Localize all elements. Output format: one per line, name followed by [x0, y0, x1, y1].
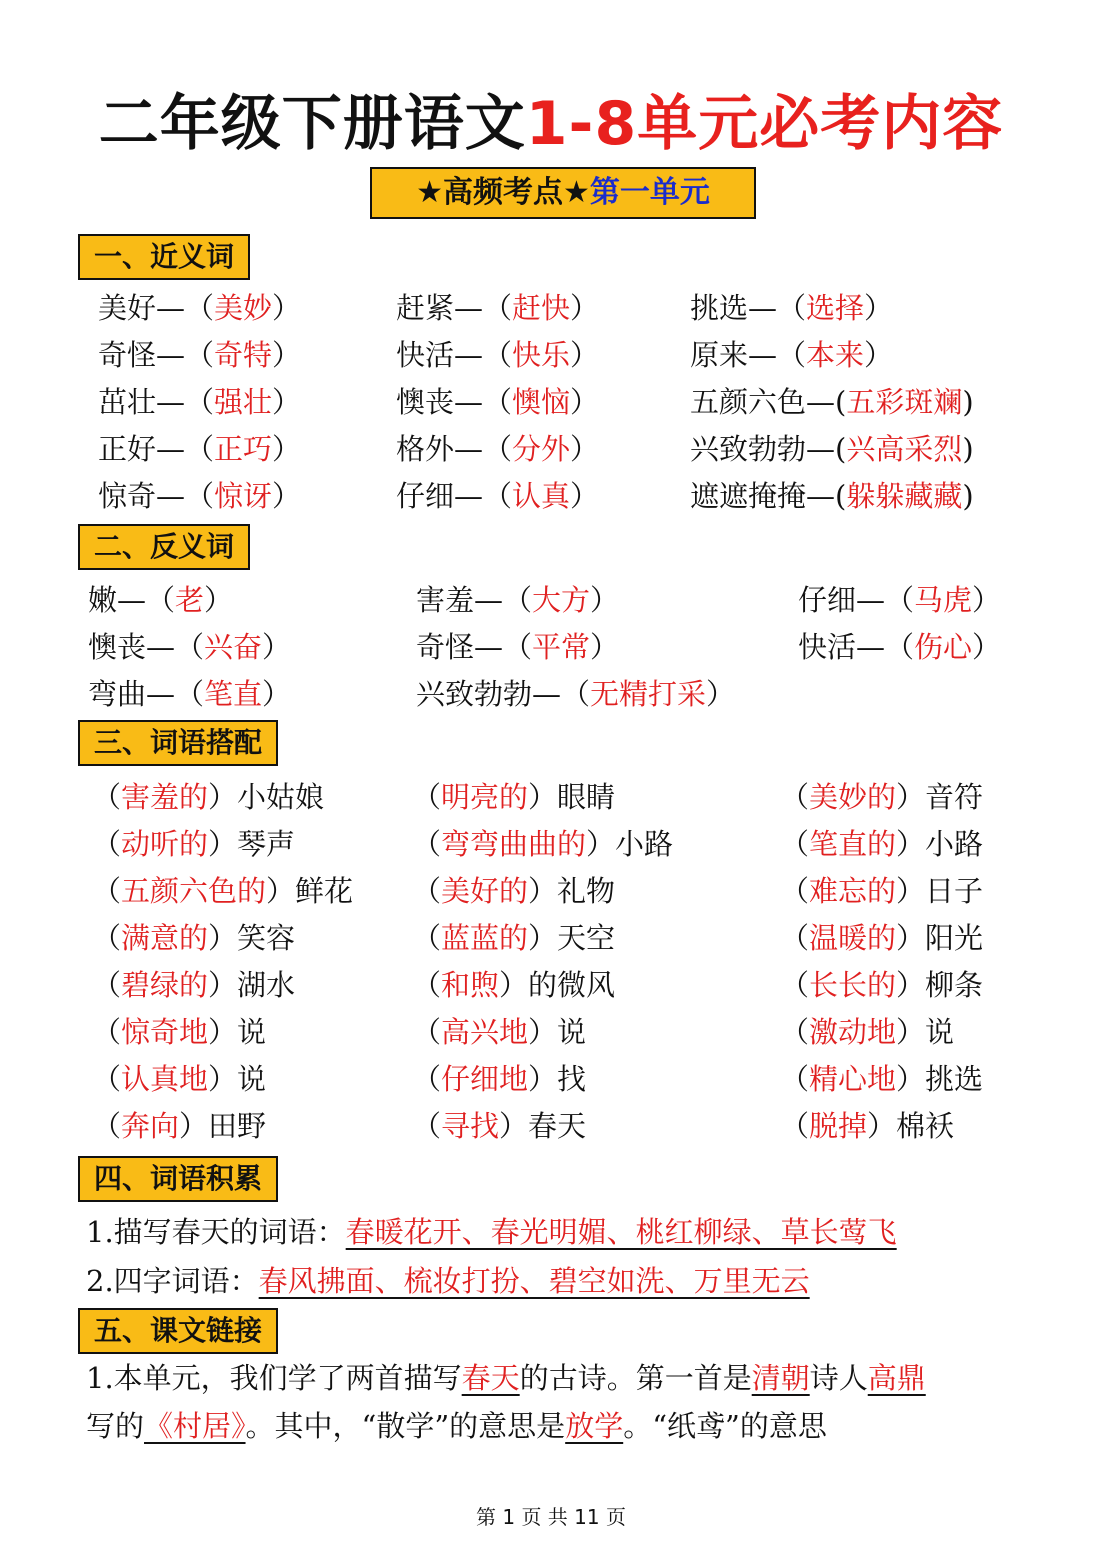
- synonym-item: 惊奇—（惊讶）: [98, 479, 302, 513]
- synonym-word: 原来: [690, 338, 749, 372]
- antonym-item: 嫩—（老）: [88, 583, 234, 617]
- synonym-item: 快活—（快乐）: [396, 338, 600, 372]
- antonym-answer: 平常: [532, 630, 591, 664]
- synonym-answer: 懊恼: [512, 385, 571, 419]
- antonym-item: 仔细—（马虎）: [798, 583, 1002, 617]
- synonym-item: 挑选—（选择）: [690, 291, 894, 325]
- collocation-item: （精心地）挑选: [780, 1062, 984, 1096]
- accumulation-answer-1: 春暖花开、春光明媚、桃红柳绿、草长莺飞: [345, 1215, 897, 1249]
- collocation-item: （温暖的）阳光: [780, 921, 984, 955]
- synonym-item: 仔细—（认真）: [396, 479, 600, 513]
- antonym-item: 害羞—（大方）: [416, 583, 620, 617]
- text-link-part: 诗人: [809, 1361, 868, 1395]
- collocation-item: （激动地）说: [780, 1015, 955, 1049]
- antonym-answer: 伤心: [914, 630, 973, 664]
- synonym-answer: 兴高采烈: [846, 432, 963, 466]
- collocation-word: 小姑娘: [237, 780, 325, 814]
- synonym-answer: 美妙: [214, 291, 273, 325]
- collocation-answer: 碧绿的: [121, 968, 209, 1002]
- collocation-item: （动听的）琴声: [92, 827, 296, 861]
- synonym-answer: 选择: [806, 291, 865, 325]
- text-link-line-1: [86, 1358, 926, 1398]
- collocation-item: （明亮的）眼睛: [412, 780, 616, 814]
- antonym-word: 懊丧: [88, 630, 147, 664]
- antonym-word: 奇怪: [416, 630, 475, 664]
- collocation-answer: 长长的: [809, 968, 897, 1002]
- synonym-word: 美好: [98, 291, 157, 325]
- collocation-answer: 满意的: [121, 921, 209, 955]
- synonym-item: 奇怪—（奇特）: [98, 338, 302, 372]
- text-link-part: 1.本单元，我们学了两首描写: [86, 1361, 462, 1395]
- antonym-word: 兴致勃勃: [416, 677, 533, 711]
- collocation-answer: 奔向: [121, 1109, 180, 1143]
- collocation-answer: 精心地: [809, 1062, 897, 1096]
- collocation-item: （寻找）春天: [412, 1109, 587, 1143]
- collocation-item: （美妙的）音符: [780, 780, 984, 814]
- synonym-item: 格外—（分外）: [396, 432, 600, 466]
- accumulation-line-2: [86, 1261, 810, 1301]
- collocation-answer: 激动地: [809, 1015, 897, 1049]
- collocation-answer: 温暖的: [809, 921, 897, 955]
- antonym-word: 仔细: [798, 583, 857, 617]
- antonym-answer: 大方: [532, 583, 591, 617]
- synonym-item: 遮遮掩掩—(躲躲藏藏): [690, 479, 974, 513]
- high-frequency-badge: [370, 167, 756, 219]
- collocation-answer: 仔细地: [441, 1062, 529, 1096]
- collocation-word: 眼睛: [557, 780, 616, 814]
- collocation-item: （笔直的）小路: [780, 827, 984, 861]
- collocation-item: （满意的）笑容: [92, 921, 296, 955]
- collocation-item: （脱掉）棉袄: [780, 1109, 955, 1143]
- accumulation-answer-2: 春风拂面、梳妆打扮、碧空如洗、万里无云: [258, 1264, 810, 1298]
- antonym-word: 害羞: [416, 583, 475, 617]
- synonym-word: 正好: [98, 432, 157, 466]
- text-link-answer: 《村居》: [144, 1409, 246, 1443]
- badge-unit: 第一单元: [589, 175, 710, 210]
- collocation-word: 说: [237, 1015, 267, 1049]
- synonym-word: 遮遮掩掩: [690, 479, 807, 513]
- collocation-word: 笑容: [237, 921, 296, 955]
- collocation-word: 鲜花: [295, 874, 354, 908]
- synonym-word: 快活: [396, 338, 455, 372]
- collocation-answer: 美妙的: [809, 780, 897, 814]
- synonym-word: 惊奇: [98, 479, 157, 513]
- synonym-item: 正好—（正巧）: [98, 432, 302, 466]
- synonym-answer: 奇特: [214, 338, 273, 372]
- collocation-word: 田野: [208, 1109, 267, 1143]
- badge-text: ★高频考点★: [416, 175, 590, 210]
- synonym-answer: 本来: [806, 338, 865, 372]
- accumulation-label-2: 2.四字词语：: [86, 1264, 259, 1298]
- synonym-item: 原来—（本来）: [690, 338, 894, 372]
- collocation-answer: 高兴地: [441, 1015, 529, 1049]
- synonym-answer: 惊讶: [214, 479, 273, 513]
- collocation-answer: 蓝蓝的: [441, 921, 529, 955]
- section-header-collocations: 三、词语搭配: [78, 720, 278, 766]
- synonym-answer: 赶快: [512, 291, 571, 325]
- collocation-item: （蓝蓝的）天空: [412, 921, 616, 955]
- antonym-answer: 无精打采: [590, 677, 707, 711]
- collocation-answer: 难忘的: [809, 874, 897, 908]
- synonym-answer: 强壮: [214, 385, 273, 419]
- collocation-item: （难忘的）日子: [780, 874, 984, 908]
- collocation-answer: 五颜六色的: [121, 874, 267, 908]
- page-title: [0, 84, 1102, 164]
- synonym-answer: 正巧: [214, 432, 273, 466]
- collocation-answer: 动听的: [121, 827, 209, 861]
- synonym-word: 格外: [396, 432, 455, 466]
- title-part1: 二年级下册语文: [98, 89, 526, 159]
- synonym-word: 挑选: [690, 291, 749, 325]
- collocation-word: 小路: [615, 827, 674, 861]
- collocation-item: （和煦）的微风: [412, 968, 616, 1002]
- page-footer: 第 1 页 共 11 页: [476, 1505, 626, 1529]
- collocation-answer: 害羞的: [121, 780, 209, 814]
- antonym-item: 快活—（伤心）: [798, 630, 1002, 664]
- collocation-word: 春天: [528, 1109, 587, 1143]
- collocation-item: （美好的）礼物: [412, 874, 616, 908]
- collocation-word: 天空: [557, 921, 616, 955]
- text-link-line-2: [86, 1406, 827, 1446]
- collocation-word: 湖水: [237, 968, 296, 1002]
- antonym-answer: 笔直: [204, 677, 263, 711]
- text-link-part: 的古诗。第一首是: [519, 1361, 752, 1395]
- synonym-word: 赶紧: [396, 291, 455, 325]
- collocation-answer: 认真地: [121, 1062, 209, 1096]
- antonym-answer: 马虎: [914, 583, 973, 617]
- section-header-synonyms: 一、近义词: [78, 234, 250, 280]
- collocation-answer: 和煦: [441, 968, 500, 1002]
- synonym-answer: 快乐: [512, 338, 571, 372]
- collocation-item: （五颜六色的）鲜花: [92, 874, 354, 908]
- text-link-part: 写的: [86, 1409, 145, 1443]
- collocation-item: （高兴地）说: [412, 1015, 587, 1049]
- text-link-answer: 高鼎: [867, 1361, 926, 1395]
- antonym-item: 懊丧—（兴奋）: [88, 630, 292, 664]
- collocation-word: 挑选: [925, 1062, 984, 1096]
- collocation-item: （惊奇地）说: [92, 1015, 267, 1049]
- collocation-answer: 笔直的: [809, 827, 897, 861]
- section-header-accumulation: 四、词语积累: [78, 1156, 278, 1202]
- antonym-word: 快活: [798, 630, 857, 664]
- section-header-text-link: 五、课文链接: [78, 1308, 278, 1354]
- text-link-answer: 放学: [565, 1409, 624, 1443]
- antonym-answer: 兴奋: [204, 630, 263, 664]
- collocation-item: （弯弯曲曲的）小路: [412, 827, 674, 861]
- collocation-word: 阳光: [925, 921, 984, 955]
- text-link-answer: 清朝: [751, 1361, 810, 1395]
- synonym-word: 仔细: [396, 479, 455, 513]
- synonym-word: 茁壮: [98, 385, 157, 419]
- collocation-item: （碧绿的）湖水: [92, 968, 296, 1002]
- collocation-item: （奔向）田野: [92, 1109, 267, 1143]
- synonym-word: 奇怪: [98, 338, 157, 372]
- antonym-word: 嫩: [88, 583, 118, 617]
- collocation-item: （认真地）说: [92, 1062, 267, 1096]
- collocation-word: 小路: [925, 827, 984, 861]
- synonym-item: 茁壮—（强壮）: [98, 385, 302, 419]
- accumulation-label-1: 1.描写春天的词语：: [86, 1215, 346, 1249]
- antonym-answer: 老: [175, 583, 205, 617]
- collocation-word: 找: [557, 1062, 587, 1096]
- accumulation-line-1: [86, 1212, 897, 1252]
- synonym-item: 五颜六色—(五彩斑斓): [690, 385, 974, 419]
- section-header-antonyms: 二、反义词: [78, 524, 250, 570]
- synonym-word: 兴致勃勃: [690, 432, 807, 466]
- collocation-answer: 惊奇地: [121, 1015, 209, 1049]
- collocation-answer: 弯弯曲曲的: [441, 827, 587, 861]
- synonym-item: 懊丧—（懊恼）: [396, 385, 600, 419]
- synonym-answer: 分外: [512, 432, 571, 466]
- collocation-item: （长长的）柳条: [780, 968, 984, 1002]
- collocation-item: （害羞的）小姑娘: [92, 780, 325, 814]
- collocation-word: 柳条: [925, 968, 984, 1002]
- collocation-word: 音符: [925, 780, 984, 814]
- title-part2: 1-8单元必考内容: [525, 89, 1004, 159]
- collocation-word: 礼物: [557, 874, 616, 908]
- synonym-answer: 躲躲藏藏: [846, 479, 963, 513]
- text-link-part: 。“纸鸢”的意思: [623, 1409, 827, 1443]
- collocation-answer: 明亮的: [441, 780, 529, 814]
- collocation-answer: 寻找: [441, 1109, 500, 1143]
- synonym-item: 赶紧—（赶快）: [396, 291, 600, 325]
- collocation-word: 日子: [925, 874, 984, 908]
- antonym-item: 奇怪—（平常）: [416, 630, 620, 664]
- synonym-item: 兴致勃勃—(兴高采烈): [690, 432, 974, 466]
- collocation-word: 说: [925, 1015, 955, 1049]
- synonym-answer: 五彩斑斓: [846, 385, 963, 419]
- collocation-word: 琴声: [237, 827, 296, 861]
- synonym-word: 五颜六色: [690, 385, 807, 419]
- antonym-word: 弯曲: [88, 677, 147, 711]
- collocation-answer: 美好的: [441, 874, 529, 908]
- synonym-answer: 认真: [512, 479, 571, 513]
- antonym-item: 弯曲—（笔直）: [88, 677, 292, 711]
- collocation-word: 说: [237, 1062, 267, 1096]
- synonym-item: 美好—（美妙）: [98, 291, 302, 325]
- antonym-item: 兴致勃勃—（无精打采）: [416, 677, 736, 711]
- collocation-word: 棉袄: [896, 1109, 955, 1143]
- text-link-answer: 春天: [461, 1361, 520, 1395]
- collocation-word: 说: [557, 1015, 587, 1049]
- text-link-part: 。其中，“散学”的意思是: [245, 1409, 566, 1443]
- collocation-word: 的微风: [528, 968, 616, 1002]
- collocation-item: （仔细地）找: [412, 1062, 587, 1096]
- collocation-answer: 脱掉: [809, 1109, 868, 1143]
- synonym-word: 懊丧: [396, 385, 455, 419]
